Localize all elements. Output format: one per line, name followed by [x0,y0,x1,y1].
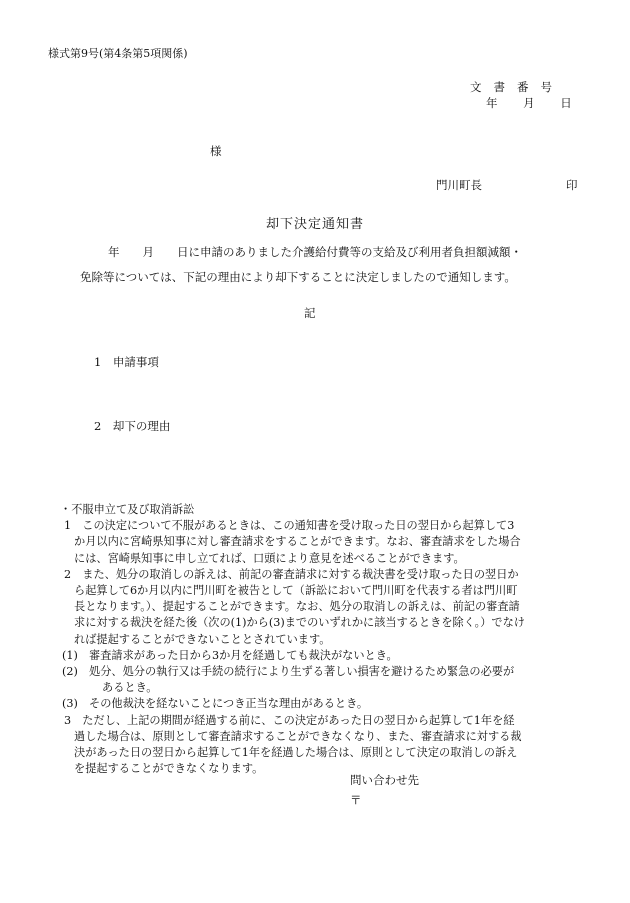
note-2-line: れば提起することができないこととされています。 [74,632,331,646]
note-2-line: 2 また、処分の取消しの訴えは、前記の審査請求に対する裁決書を受け取った日の翌日か [64,567,519,581]
note-2-line: 求に対する裁決を経た後（次の(1)から(3)までのいずれかに該当するときを除く。）でなけ [74,616,525,630]
note-3-line: 3 ただし、上記の期間が経過する前に、この決定があった日の翌日から起算して1年を経 [64,713,515,727]
subnote-2-line: (2) 処分、処分の執行又は手続の続行により生ずる著しい損害を避けるため緊急の必要が [62,665,515,679]
item-rejection-reason: 2 却下の理由 [94,419,171,433]
contact-label: 問い合わせ先 [350,773,419,787]
note-2-line: ら起算して6か月以内に門川町を被告として（訴訟において門川町を代表する者は門川町 [74,584,518,598]
postal-mark: 〒 [350,793,362,807]
form-number: 様式第9号(第4条第5項関係) [48,47,188,60]
subnote-2-line: あるとき。 [102,681,158,695]
appeal-notes [60,502,584,777]
note-1-line: 1 この決定について不服があるときは、この通知書を受け取った日の翌日から起算して3 [64,519,515,533]
body-text-line-2: 免除等については、下記の理由により却下することに決定しましたので通知します。 [80,270,516,284]
notes-heading: ・不服申立て及び取消訴訟 [60,503,195,516]
document-title: 却下決定通知書 [265,217,364,232]
item-application-matters: 1 申請事項 [94,355,159,369]
note-3-line: 決があった日の翌日から起算して1年を経過した場合は、原則として決定の取消しの訴え [74,746,518,760]
sender-name: 門川町長 [436,178,482,192]
body-text-line-1: 年 月 日に申請のありました介護給付費等の支給及び利用者負担額減額・ [108,245,522,259]
seal-mark: 印 [566,178,578,192]
date-line: 年 月 日 [486,96,572,110]
note-2-line: 長となります。）、提起することができます。なお、処分の取消しの訴えは、前記の審査請 [74,600,520,614]
ki-marker: 記 [304,306,316,320]
addressee-suffix: 様 [210,144,222,158]
note-3-line: 過した場合は、原則として審査請求することができなくなり、また、審査請求に対する裁 [74,729,522,743]
note-3-line: を提起することができなくなります。 [74,762,264,776]
note-1-line: か月以内に宮崎県知事に対し審査請求をすることができます。なお、審査請求をした場合 [74,535,521,549]
document-number-label: 文書番号 [470,80,564,94]
subnote-1: (1) 審査請求があった日から3か月を経過しても裁決がないとき。 [62,648,398,662]
note-1-line: には、宮崎県知事に申し立てれば、口頭により意見を述べることができます。 [74,551,465,565]
subnote-3: (3) その他裁決を経ないことにつき正当な理由があるとき。 [62,697,369,711]
